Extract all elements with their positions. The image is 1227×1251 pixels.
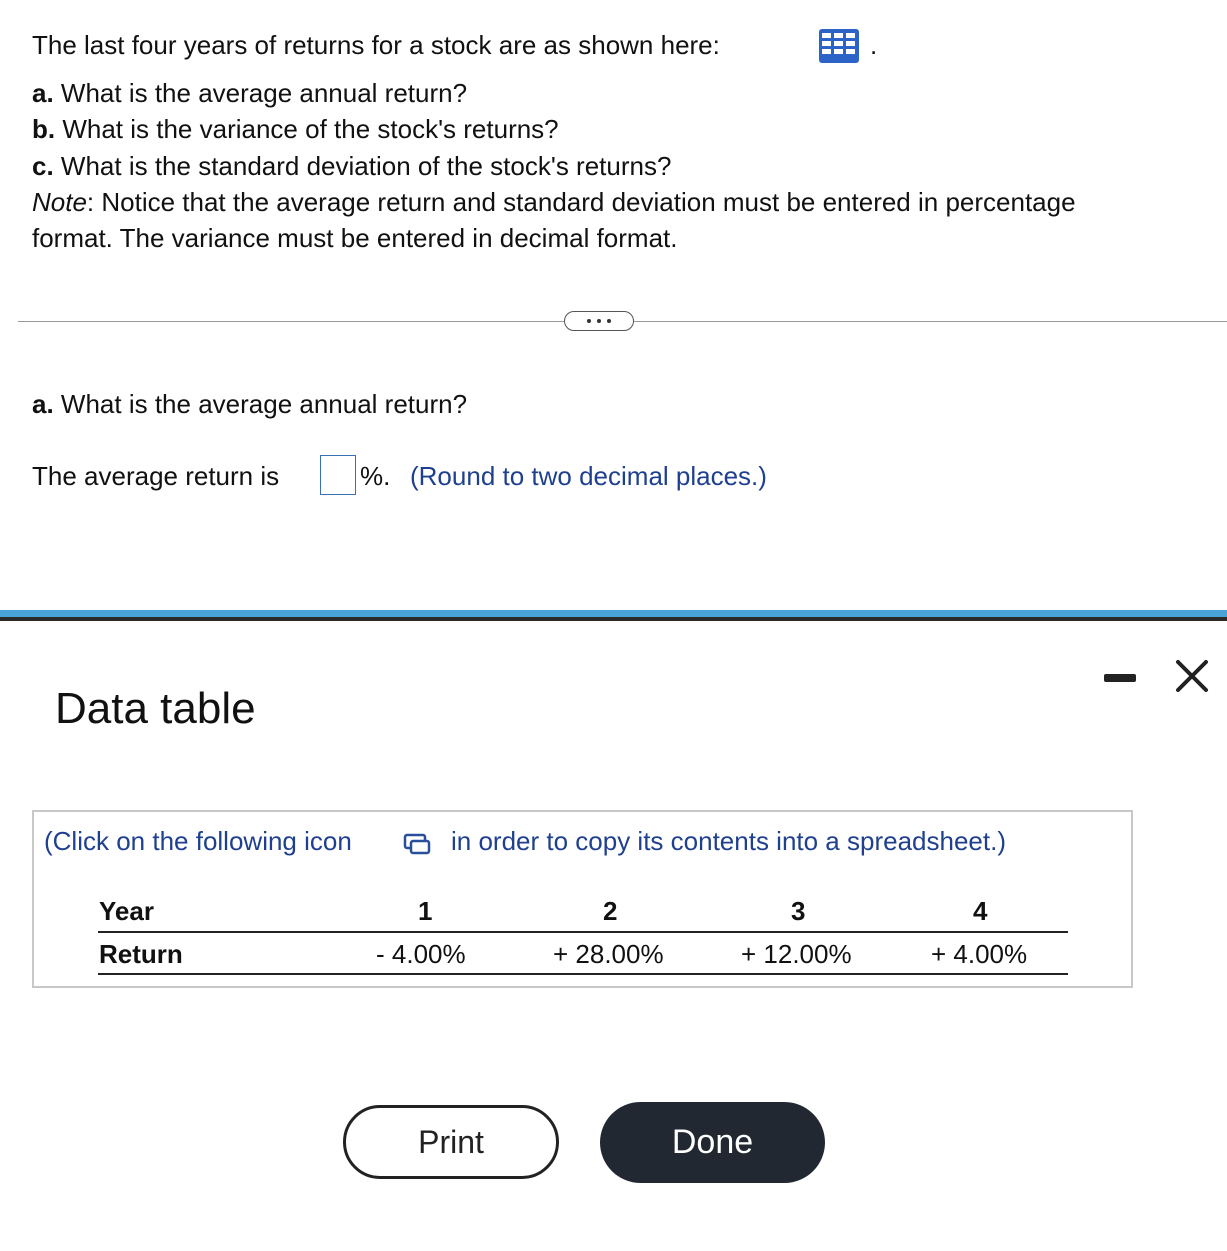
- question-intro: [32, 29, 720, 61]
- return-cell: - 4.00%: [376, 939, 466, 969]
- answer-suffix: %.: [360, 461, 391, 491]
- part-text: What is the standard deviation of the stock's returns?: [60, 151, 672, 181]
- part-text: What is the average annual return?: [60, 389, 468, 419]
- copy-note-after: in order to copy its contents into a spreadsheet.): [451, 826, 1006, 856]
- return-cell: + 12.00%: [741, 939, 852, 969]
- done-button[interactable]: Done: [600, 1102, 825, 1183]
- question-part-b: [32, 113, 559, 145]
- part-text: What is the variance of the stock's returns?: [62, 114, 559, 144]
- copy-spreadsheet-icon[interactable]: [403, 832, 431, 856]
- part-letter: a.: [32, 389, 54, 419]
- note-text: : Notice that the average return and standard deviation must be entered in percentage: [86, 187, 1076, 217]
- table-rule: [98, 931, 1068, 933]
- year-cell: 2: [603, 896, 618, 926]
- row-label-year: Year: [99, 896, 154, 926]
- grid-table-icon[interactable]: [818, 28, 860, 64]
- year-cell: 4: [973, 896, 988, 926]
- panel-top-bar: [0, 610, 1227, 621]
- part-letter: a.: [32, 78, 54, 108]
- return-cell: + 4.00%: [931, 939, 1028, 969]
- panel-title: Data table: [55, 684, 256, 733]
- question-note: [32, 186, 1076, 218]
- question-part-a: [32, 77, 467, 109]
- year-cell: 3: [791, 896, 806, 926]
- question-intro-text: The last four years of returns for a stock are as shown here:: [32, 30, 720, 60]
- table-rule: [98, 973, 1068, 975]
- note-label: Note: [32, 187, 87, 217]
- question-intro-period: .: [870, 30, 878, 60]
- copy-note-before: (Click on the following icon: [44, 826, 352, 856]
- part-text: What is the average annual return?: [60, 78, 468, 108]
- print-button[interactable]: Print: [343, 1105, 559, 1179]
- part-letter: b.: [32, 114, 56, 144]
- more-dots-icon[interactable]: [564, 311, 634, 331]
- minimize-icon[interactable]: [1104, 674, 1136, 682]
- answer-prompt: The average return is: [32, 461, 280, 491]
- part-letter: c.: [32, 151, 54, 181]
- row-label-return: Return: [99, 939, 183, 969]
- answer-part-heading: [32, 388, 467, 420]
- rounding-hint: (Round to two decimal places.): [410, 461, 767, 491]
- question-part-c: [32, 150, 671, 182]
- average-return-input[interactable]: [320, 455, 356, 495]
- return-cell: + 28.00%: [553, 939, 664, 969]
- question-note-line2: format. The variance must be entered in decimal format.: [32, 223, 678, 253]
- close-icon[interactable]: [1172, 656, 1212, 696]
- year-cell: 1: [418, 896, 433, 926]
